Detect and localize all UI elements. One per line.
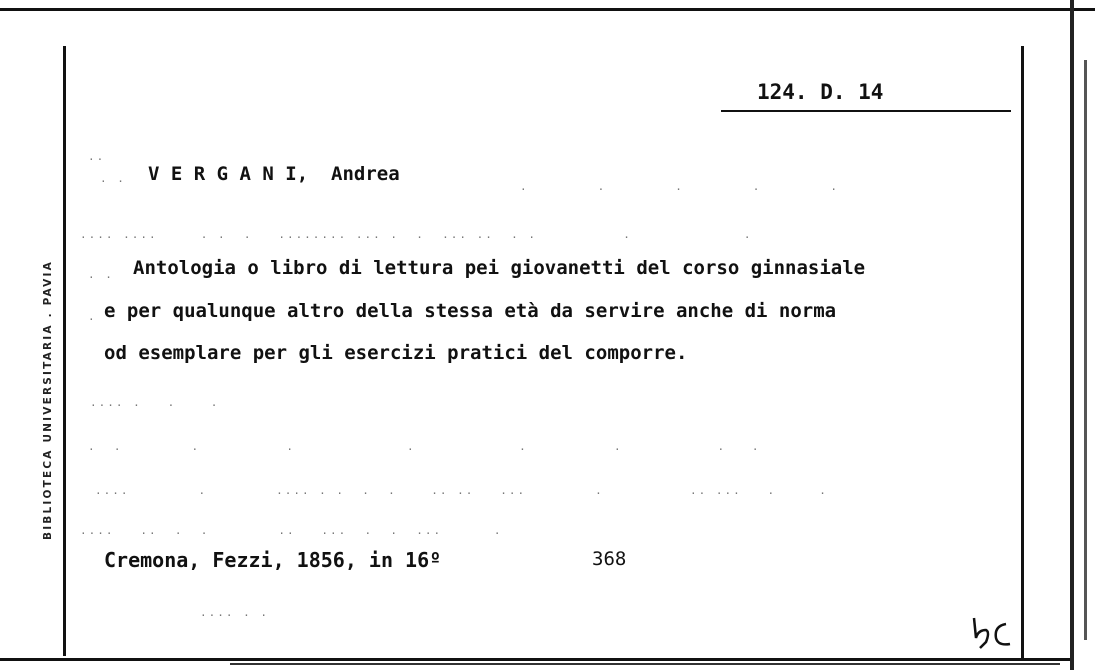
scan-edge-inner — [1084, 60, 1087, 640]
title-line-1: Antologia o libro di lettura pei giovanetti del corso ginnasiale — [133, 257, 866, 279]
dotted-guide: . . — [100, 172, 126, 185]
dotted-guide: .... .... . . . ........ ... . . ... .. . . . . — [80, 228, 753, 241]
dotted-guide: .... . .... . . . . .. .. ... . .. ... . . — [95, 484, 828, 497]
dotted-guide: .... .. . . .. ... . . ... . — [80, 524, 503, 537]
dotted-guide: . . — [88, 268, 114, 281]
card-bottom-edge — [0, 658, 1070, 661]
dotted-guide: . . . . . — [520, 180, 840, 193]
library-stamp: BIBLIOTECA UNIVERSITARIA . PAVIA — [42, 260, 54, 540]
imprint: Cremona, Fezzi, 1856, in 16º — [104, 548, 442, 572]
card-top-edge — [0, 8, 1095, 11]
title-line-3: od esemplare per gli esercizi pratici del comporre. — [104, 342, 688, 364]
dotted-guide: .... . . — [200, 606, 269, 619]
dotted-guide: . — [88, 310, 97, 323]
right-margin-rule — [1021, 46, 1024, 658]
dotted-guide: . . . . . . . . . — [88, 440, 761, 453]
shelfmark-underline — [721, 110, 1011, 112]
handwritten-mark — [968, 612, 1016, 656]
dotted-guide: .. — [88, 150, 106, 163]
scan-edge — [1070, 0, 1074, 670]
catalog-number: 368 — [592, 548, 627, 570]
title-line-2: e per qualunque altro della stessa età da servire anche di norma — [104, 300, 837, 322]
left-margin-rule — [63, 46, 66, 656]
shelfmark: 124. D. 14 — [757, 80, 884, 104]
dotted-guide: .... . . . — [90, 396, 220, 409]
author-heading: V E R G A N I, Andrea — [148, 163, 400, 185]
card-bottom-shadow — [230, 663, 1060, 665]
